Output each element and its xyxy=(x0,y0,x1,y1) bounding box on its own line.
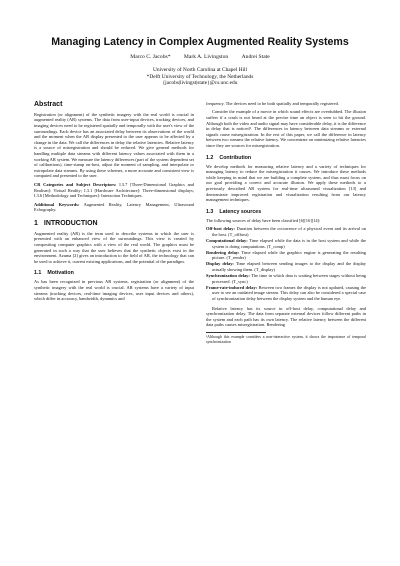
contribution-number: 1.2 xyxy=(206,154,214,161)
author-livingston: Mark A. Livingston xyxy=(183,54,229,60)
definition-term: Display delay: xyxy=(206,261,234,267)
author-jacobs: Marco C. Jacobs* xyxy=(130,54,171,60)
definition-text: The time in which data is waiting between stages without being processed. (T_sync) xyxy=(212,273,367,284)
cr-categories xyxy=(34,182,194,199)
definition-term: Rendering delay: xyxy=(206,249,240,255)
definition-item xyxy=(206,285,366,302)
intro-number: 1 xyxy=(34,219,38,227)
intro-title: INTRODUCTION xyxy=(43,219,98,227)
affiliation-block xyxy=(34,67,366,87)
paper-title: Managing Latency in Complex Augmented Reality Systems xyxy=(51,36,349,48)
contribution-heading xyxy=(206,155,366,161)
author-list xyxy=(34,54,366,60)
definition-item xyxy=(206,250,366,261)
footnote-text: ¹Although this example considers a non-interactive system, it shows the importance of temporal synchronization xyxy=(206,334,366,344)
contribution-text: We develop methods for measuring relative latency and a variety of techniques for managing latency to reduce the misregistration it causes. We introduce these methods while keeping in mind that we are building a complete system, and thus must focus on our goal providing a correct and accurate illusion. We apply these methods to a previously described AR system for real-time ultrasound visualization [13] and demonstrate improved registration and visualization resulting from our latency management techniques. xyxy=(206,163,366,203)
definition-term: Computational delay: xyxy=(206,237,248,243)
motivation-heading xyxy=(34,270,194,276)
definition-item xyxy=(206,226,366,237)
definition-item xyxy=(206,273,366,284)
motivation-number: 1.1 xyxy=(34,270,42,277)
left-column xyxy=(34,101,194,345)
definition-term: Off-host delay: xyxy=(206,226,235,232)
continued-text: frequency. The devices need to be both spatially and temporally registered. xyxy=(206,100,339,106)
keywords xyxy=(34,202,194,213)
definition-text: Time elapsed between sending images to the display and the display actually showing them. (T_display) xyxy=(212,261,366,272)
abstract-text: Registration (or alignment) of the synthetic imagery with the real world is crucial in augmented reality (AR) systems. The data from user-input devices, tracking devices, and imaging devices need to be registered spatially and temporally with the user's view of the surroundings. Each device has an associated delay between its observations of the world and the moment when the AR display presented to the user appears to be affected by a change in the data. We call the differences in delay the relative latencies. Relative latency is a source of misregistration and should be reduced. We give general methods for handling multiple data streams with different latency values associated with them in a working AR system. We measure the latency differences (part of the system dependent set of calibrations), time-stamp on-host, adjust the moment of sampling, and interpolate or extrapolate data streams. By using these schemes, a more accurate and consistent view is computed and presented to the user. xyxy=(34,111,194,179)
definition-text: Time elapsed while the data is in the host system and while the system is doing computations. (T_comp) xyxy=(212,237,367,249)
intro-text: Augmented reality (AR) is the term used to describe systems in which the user is presented with an enhanced view of the surroundings. This view is created by compositing computer graphics with a view of the real world. The graphics must be generated in such a way that the user believes that the synthetic objects exist in the environment. Azuma [2] gives an introduction to the field of AR, the technology that can be used to achieve it, current existing applications, and the potential of the paradigm. xyxy=(34,230,194,264)
keywords-label: Additional Keywords: xyxy=(34,201,80,207)
affiliation-unc: University of North Carolina at Chapel Hill xyxy=(152,67,248,73)
affiliation-emails: {jacobs|livingst|state}@cs.unc.edu xyxy=(162,80,238,87)
latency-sources-intro: The following sources of delay have been classified [6][16][14]: xyxy=(206,217,321,223)
latency-sources-number: 1.3 xyxy=(206,208,214,215)
affiliation-delft: *Delft University of Technology, the Netherlands xyxy=(146,73,254,80)
motivation-title: Motivation xyxy=(47,270,74,277)
definition-term: Frame-rate-induced delay: xyxy=(206,284,258,290)
movie-example-text: Consider the example of a movie in which sound effects are overdubbed. The illusion suffers if a crash is not heard at the precise time an object is seen to hit the ground. Although both the video and audio signal may have considerable delay, it is the difference in delay that is noticed¹. The differences in latency between data streams or external signals cause misregistration. In the rest of this paper, we call the difference in latency between two streams the relative latency. We concentrate on minimizing relative latencies since they are sources for misregistration. xyxy=(206,109,366,148)
two-column-body xyxy=(34,101,366,345)
definition-text: Between two frames the display is not updated, causing the user to see an outdated image stream. This delay can also be considered a special case of synchronization delay between the display system and the human eye. xyxy=(212,284,366,301)
abstract-heading: Abstract xyxy=(34,100,63,108)
latency-sources-title: Latency sources xyxy=(219,208,262,215)
footnote-rule xyxy=(206,332,266,333)
definition-text: Duration between the occurrence of a physical event and its arrival on the host. (T_offhost) xyxy=(212,226,366,237)
keywords-text: Augmented Reality, Latency Management, Ultrasound Echography. xyxy=(34,201,194,213)
contribution-title: Contribution xyxy=(219,154,252,161)
latency-definition-list xyxy=(206,226,366,301)
definition-term: Synchronization delay: xyxy=(206,273,250,279)
definition-text: Time elapsed while the graphics engine is generating the resulting picture. (T_render) xyxy=(212,249,366,261)
author-state: Andrei State xyxy=(241,54,270,60)
definition-item xyxy=(206,261,366,272)
relative-latency-text: Relative latency has its source in off-host delay, computational delay and synchronization delay. The data from separate external devices follow different paths in the system and each path has its own latency. The relative latency between the different data paths causes misregistration. Rendering xyxy=(206,305,366,328)
cr-text: I.3.7 [Three-Dimensional Graphics and Realism]: Virtual Reality; I.3.1 [Hardware Architecture]: Three-dimensional displays; I.3.6 [Methodology and Techniques]: Interaction Techniques. xyxy=(34,181,194,199)
intro-heading xyxy=(34,220,194,227)
cr-label: CR Categories and Subject Descriptors: xyxy=(34,181,117,187)
motivation-text: As has been recognized in previous AR systems, registration (or alignment) of the synthetic imagery with the real world is crucial. AR systems have a variety of input streams (tracking devices, real-time imaging devices, user input devices and others), which differ in accuracy, bandwidth, dynamics and xyxy=(34,279,194,302)
definition-item xyxy=(206,238,366,249)
latency-sources-heading xyxy=(206,209,366,215)
right-column xyxy=(206,101,366,345)
